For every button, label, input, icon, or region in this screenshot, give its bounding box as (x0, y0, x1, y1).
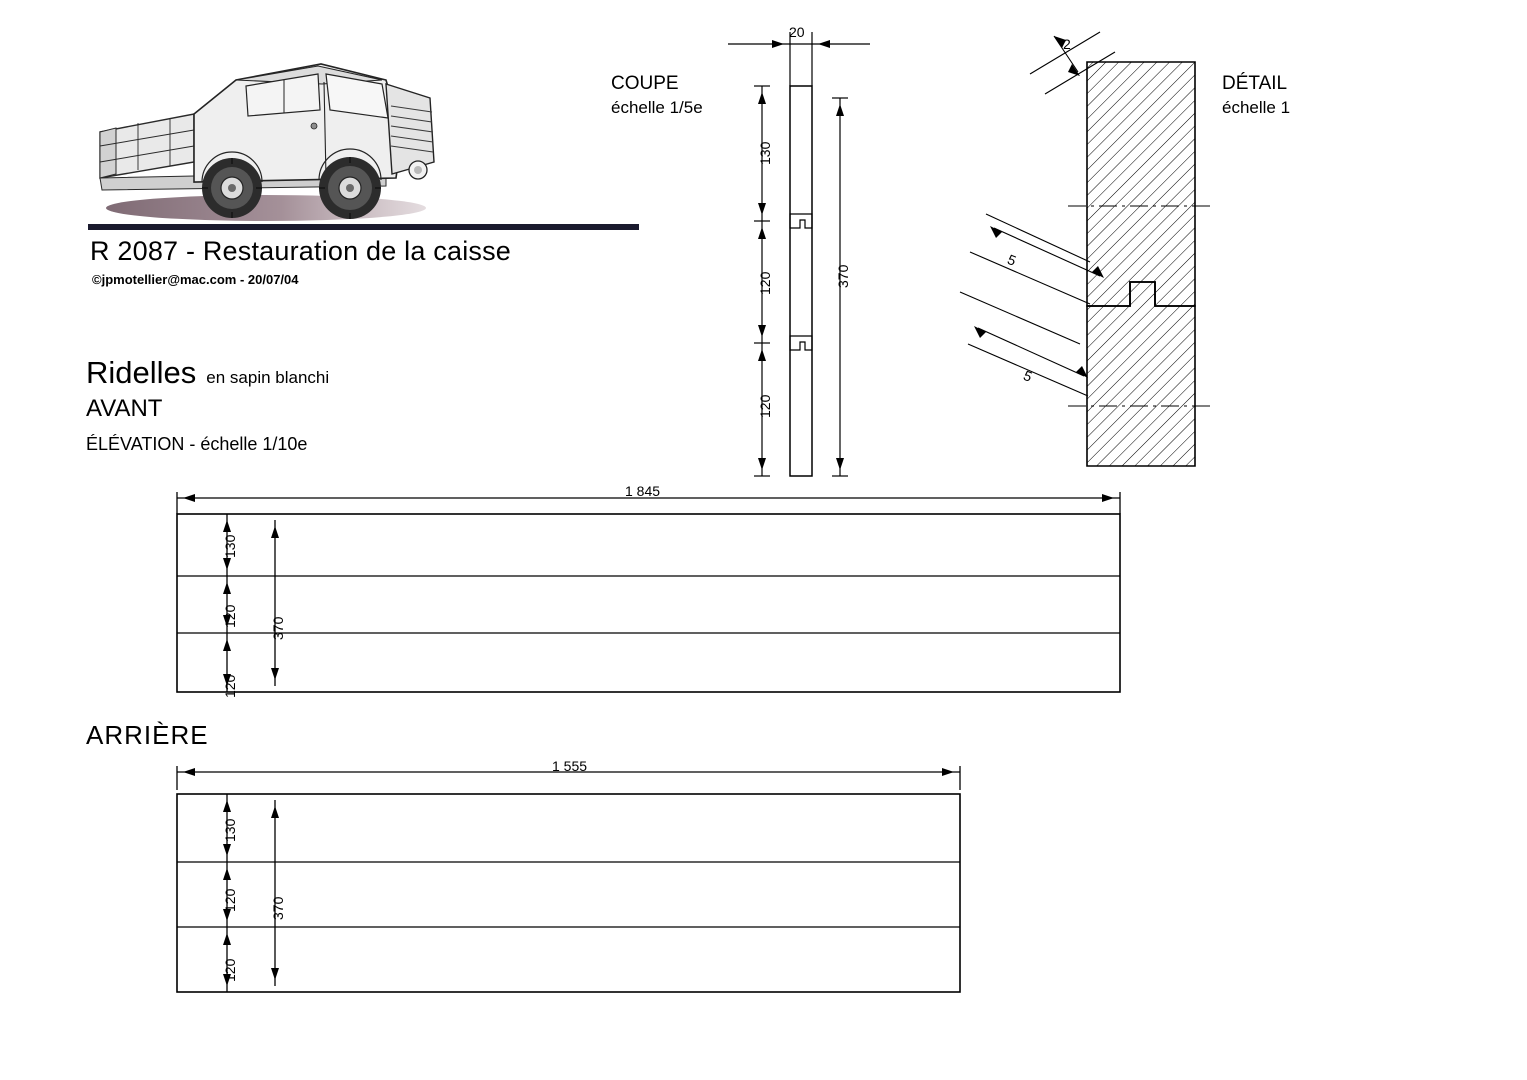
arriere-elevation-drawing (165, 752, 995, 1002)
coupe-svg (700, 14, 930, 494)
detail-label (1222, 72, 1290, 120)
coupe-dim-width: 20 (789, 24, 805, 40)
coupe-label-line2: échelle 1/5e (611, 98, 703, 117)
detail-dim-lower: 5 (1021, 367, 1035, 385)
avant-band-top: 130 (222, 534, 238, 558)
detail-dim-upper: 5 (1005, 251, 1019, 269)
detail-dim-thickness: 2 (1063, 36, 1071, 52)
arriere-overall-length: 1 555 (552, 758, 588, 774)
detail-drawing (950, 14, 1230, 494)
coupe-dim-total: 370 (835, 264, 851, 288)
section-heading-elevation: ÉLÉVATION - échelle 1/10e (86, 434, 308, 454)
avant-band-mid: 120 (222, 604, 238, 628)
arriere-band-bottom: 120 (222, 958, 238, 982)
arriere-elevation-svg (165, 752, 995, 1002)
avant-band-bottom: 120 (222, 674, 238, 698)
avant-overall-length: 1 845 (625, 483, 661, 499)
coupe-label (611, 72, 703, 120)
section-heading-avant: AVANT (86, 395, 163, 422)
detail-upper-board (1087, 62, 1195, 306)
coupe-dim-top: 130 (757, 141, 773, 165)
detail-label-line2: échelle 1 (1222, 98, 1291, 117)
arriere-band-mid: 120 (222, 888, 238, 912)
section-heading-arriere: ARRIÈRE (86, 720, 209, 750)
arriere-band-top: 130 (222, 818, 238, 842)
detail-svg (950, 14, 1230, 494)
ridelles-title: Ridelles (86, 355, 197, 390)
truck-photo (86, 22, 446, 222)
truck-photo-svg (86, 22, 446, 222)
arriere-height-total: 370 (270, 896, 286, 920)
coupe-dim-bottom: 120 (757, 394, 773, 418)
ridelles-subtitle: en sapin blanchi (206, 368, 330, 387)
coupe-drawing (700, 14, 930, 494)
avant-elevation-drawing (165, 480, 1145, 720)
author-credit: ©jpmotellier@mac.com - 20/07/04 (92, 272, 299, 287)
section-heading-ridelles (86, 355, 329, 391)
title-rule (88, 224, 639, 230)
coupe-dim-mid: 120 (757, 271, 773, 295)
page-title: R 2087 - Restauration de la caisse (90, 236, 512, 266)
coupe-label-line1: COUPE (611, 73, 679, 94)
avant-elevation-svg (165, 480, 1145, 720)
detail-lower-board (1087, 282, 1195, 466)
detail-label-line1: DÉTAIL (1222, 73, 1288, 94)
avant-height-total: 370 (270, 616, 286, 640)
